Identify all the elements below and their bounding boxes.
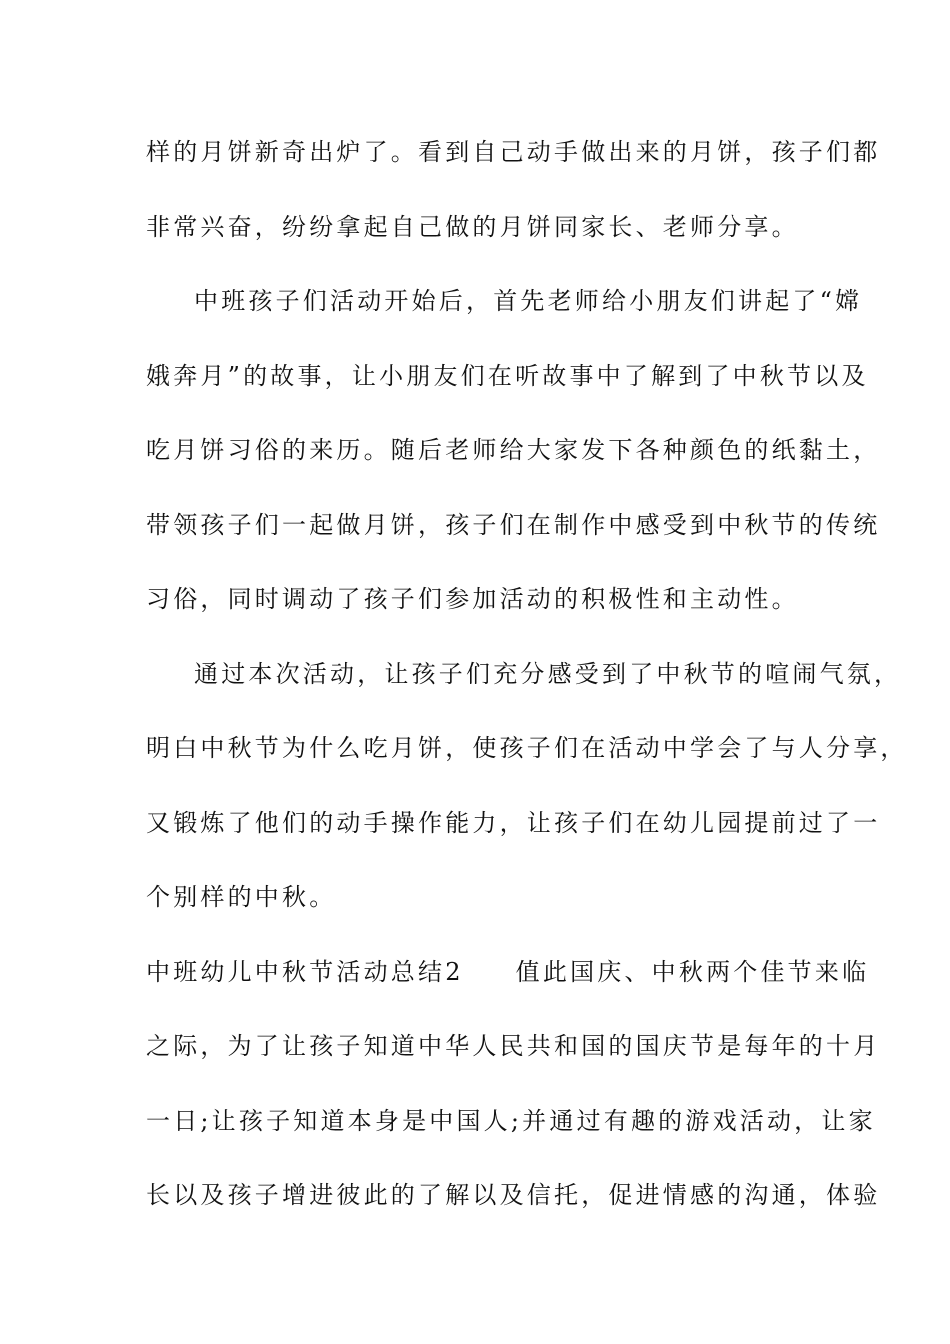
section-heading: 中班幼儿中秋节活动总结2: [146, 958, 464, 986]
text-line: 个别样的中秋。: [146, 883, 337, 911]
text-line: 吃月饼习俗的来历。随后老师给大家发下各种颜色的纸黏土，: [146, 436, 881, 464]
text-line: 娥奔月”的故事，让小朋友们在听故事中了解到了中秋节以及: [146, 362, 869, 390]
paragraph-start-line: 中班孩子们活动开始后，首先老师给小朋友们讲起了“嫦: [194, 287, 863, 315]
section-heading-line: [146, 954, 870, 990]
text-line: 一日;让孩子知道本身是中国人;并通过有趣的游戏活动，让家: [146, 1107, 876, 1135]
paragraph-start-line: 通过本次活动，让孩子们充分感受到了中秋节的喧闹气氛，: [194, 660, 902, 688]
text-line: 明白中秋节为什么吃月饼，使孩子们在活动中学会了与人分享，: [146, 734, 908, 762]
text-line: 带领孩子们一起做月饼，孩子们在制作中感受到中秋节的传统: [146, 511, 881, 539]
text-line: 习俗，同时调动了孩子们参加活动的积极性和主动性。: [146, 585, 799, 613]
text-line: 之际，为了让孩子知道中华人民共和国的国庆节是每年的十月: [146, 1032, 881, 1060]
text-line: 又锻炼了他们的动手操作能力，让孩子们在幼儿园提前过了一: [146, 809, 881, 837]
text-line: 非常兴奋，纷纷拿起自己做的月饼同家长、老师分享。: [146, 213, 799, 241]
section-continuation: 值此国庆、中秋两个佳节来临: [515, 958, 870, 986]
text-line: 长以及孩子增进彼此的了解以及信托，促进情感的沟通，体验: [146, 1181, 881, 1209]
text-line: 样的月饼新奇出炉了。看到自己动手做出来的月饼，孩子们都: [146, 138, 881, 166]
